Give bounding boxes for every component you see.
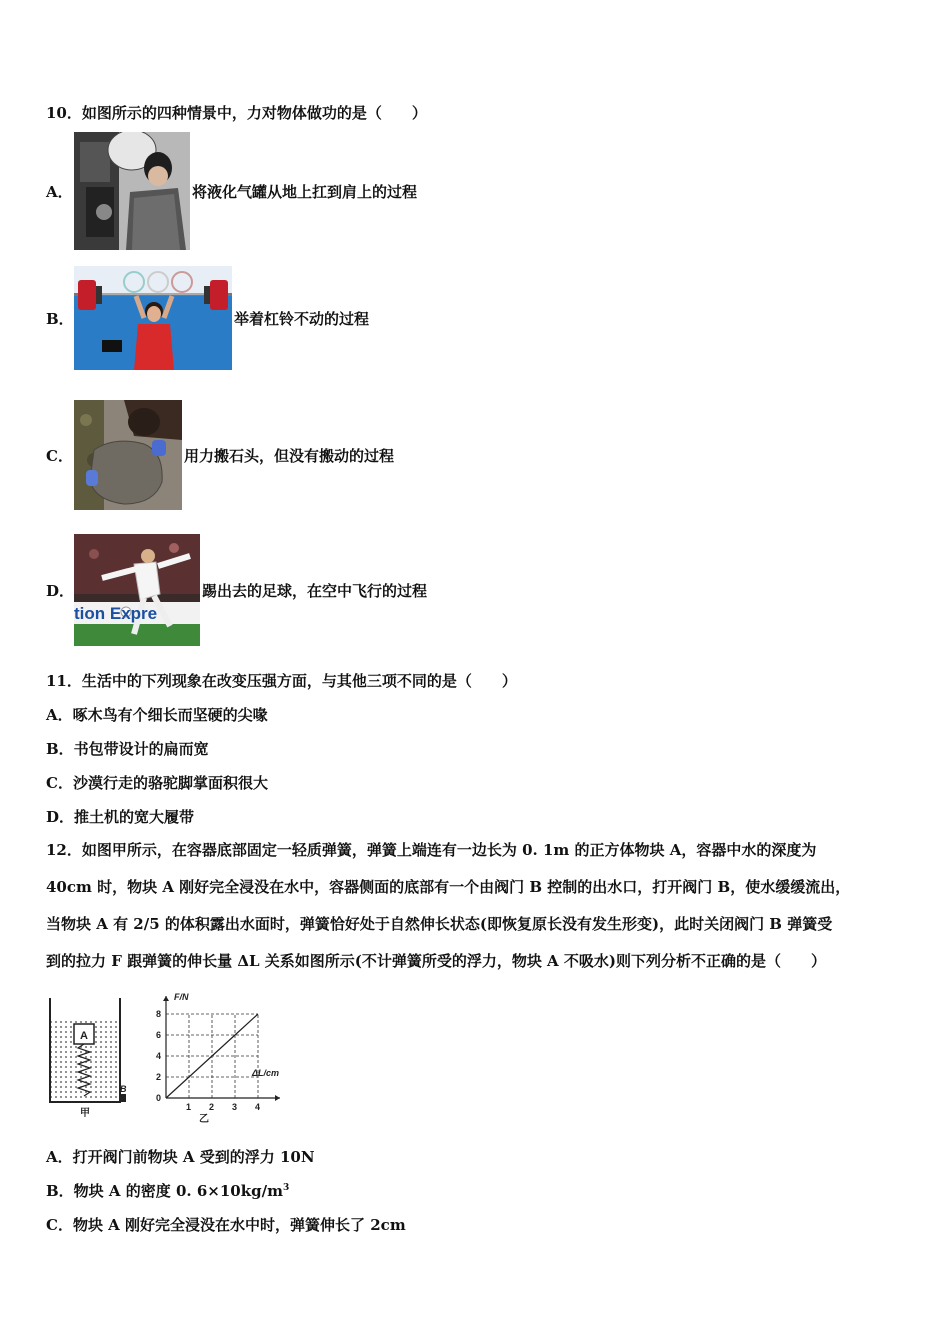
option-text: 踢出去的足球，在空中飞行的过程 bbox=[202, 581, 428, 600]
valve-label: B bbox=[120, 1084, 127, 1094]
y-tick-label: 4 bbox=[156, 1051, 162, 1061]
chart-force-extension bbox=[148, 990, 318, 1130]
y-tick-label: 0 bbox=[156, 1093, 162, 1103]
x-axis-label: ΔL/cm bbox=[252, 1068, 280, 1078]
figure-caption-yi: 乙 bbox=[199, 1114, 209, 1125]
photo-football bbox=[74, 534, 200, 646]
x-axis-arrow bbox=[275, 1095, 280, 1101]
x-tick-label: 1 bbox=[186, 1102, 192, 1112]
q12-stem-line: 到的拉力 F 跟弹簧的伸长量 ΔL 关系如图所示(不计弹簧所受的浮力，物块 A 不吸水)则下列分析不正确的是（ ） bbox=[46, 952, 827, 970]
photo-stone bbox=[74, 400, 182, 510]
option-text: 举着杠铃不动的过程 bbox=[234, 309, 370, 328]
banner-text: tion Expre bbox=[74, 604, 158, 623]
option-label: D． bbox=[46, 581, 75, 600]
q11-option-d: D．推土机的宽大履带 bbox=[46, 808, 195, 826]
x-tick-label: 2 bbox=[209, 1102, 215, 1112]
photo-weightlifter bbox=[74, 266, 232, 370]
q12-stem-line: 当物块 A 有 2/5 的体积露出水面时，弹簧恰好处于自然伸长状态(即恢复原长没有发生形变)，此时关闭阀门 B 弹簧受 bbox=[46, 915, 833, 933]
q10-option-d bbox=[46, 534, 427, 646]
x-tick-label: 4 bbox=[255, 1102, 261, 1112]
valve bbox=[120, 1094, 126, 1102]
q10-option-b bbox=[46, 266, 369, 370]
q10-option-a bbox=[46, 132, 417, 250]
y-tick-label: 6 bbox=[156, 1030, 162, 1040]
q11-option-a: A．啄木鸟有个细长而坚硬的尖喙 bbox=[46, 706, 268, 724]
figure-caption-jia: 甲 bbox=[80, 1108, 90, 1119]
photo-gas-tank bbox=[74, 132, 190, 250]
q10-stem: 10．如图所示的四种情景中，力对物体做功的是（ ） bbox=[46, 104, 427, 122]
q12-stem-line: 40cm 时，物块 A 刚好完全浸没在水中，容器侧面的底部有一个由阀门 B 控制的出水口，打开阀门 B，使水缓缓流出， bbox=[46, 878, 851, 896]
option-b-exponent: 3 bbox=[282, 1183, 290, 1193]
y-tick-label: 8 bbox=[156, 1009, 162, 1019]
x-tick-label: 3 bbox=[232, 1102, 238, 1112]
q12-option-c: C．物块 A 刚好完全浸没在水中时，弹簧伸长了 2cm bbox=[46, 1216, 406, 1234]
y-axis-arrow bbox=[163, 996, 169, 1001]
option-text: 用力搬石头，但没有搬动的过程 bbox=[184, 446, 395, 465]
block-a-label: A bbox=[80, 1030, 88, 1042]
y-axis-label: F/N bbox=[174, 992, 189, 1002]
q10-option-c bbox=[46, 400, 394, 510]
q11-option-b: B．书包带设计的扁而宽 bbox=[46, 740, 209, 758]
q12-option-a: A．打开阀门前物块 A 受到的浮力 10N bbox=[46, 1148, 315, 1166]
option-b-text: B．物块 A 的密度 0. 6×10kg/m bbox=[46, 1182, 283, 1200]
figure-container bbox=[44, 990, 134, 1120]
q12-stem-line: 12．如图甲所示，在容器底部固定一轻质弹簧，弹簧上端连有一边长为 0. 1m 的正方体物块 A，容器中水的深度为 bbox=[46, 841, 817, 859]
option-text: 将液化气罐从地上扛到肩上的过程 bbox=[192, 182, 418, 201]
q11-stem: 11．生活中的下列现象在改变压强方面，与其他三项不同的是（ ） bbox=[46, 672, 517, 690]
option-label: A． bbox=[46, 182, 73, 201]
q12-stem bbox=[46, 832, 906, 980]
option-label: B． bbox=[46, 309, 74, 328]
q12-option-b bbox=[46, 1180, 289, 1201]
y-tick-label: 2 bbox=[156, 1072, 162, 1082]
option-label: C． bbox=[46, 446, 73, 465]
q11-option-c: C．沙漠行走的骆驼脚掌面积很大 bbox=[46, 774, 268, 792]
